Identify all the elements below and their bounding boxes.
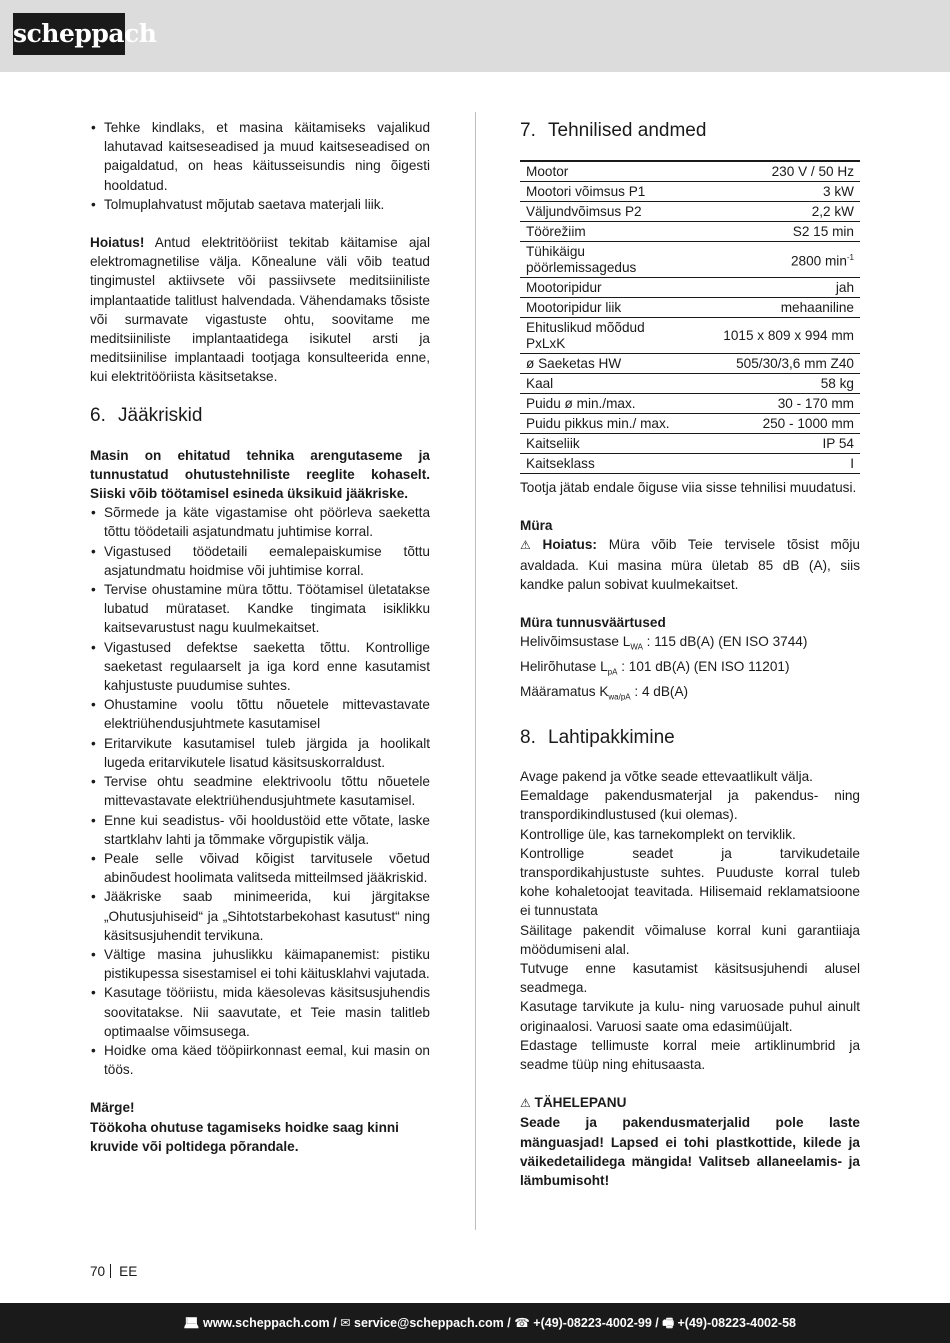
computer-icon: 💻︎ xyxy=(183,1316,200,1330)
spec-value: IP 54 xyxy=(692,434,860,454)
phone-number: +(49)-08223-4002-99 xyxy=(533,1316,652,1330)
brand-logo: scheppach xyxy=(13,13,125,55)
noise-value-line: Määramatus $K_{wa/pA}$ : 4 dB(A) xyxy=(520,684,689,702)
email-link[interactable]: service@scheppach.com xyxy=(354,1316,504,1330)
note-label: Märge! xyxy=(90,1100,135,1116)
section-7-heading: 7. Tehnilised andmed xyxy=(520,120,707,141)
warning-paragraph xyxy=(90,233,430,387)
attention-text: Seade ja pakendusmaterjalid pole laste mänguasjad! Lapsed ei tohi plastkottide, kilede ja väikedetailidega mängida! Valitseb allaneelamis- ja lämbumisoht! xyxy=(520,1115,860,1189)
spec-value: 2800 $\min^{-1}$ xyxy=(692,242,860,278)
spec-value: jah xyxy=(692,278,860,298)
spec-value: 30 - 170 mm xyxy=(692,394,860,414)
noise-values-title: Müra tunnusväärtused xyxy=(520,615,666,631)
page-number: 70 EE xyxy=(90,1264,138,1279)
table-row xyxy=(520,354,860,374)
page-footer: 💻︎ www.scheppach.com / ✉︎ service@scheppach.com / ☎︎ +(49)-08223-4002-99 / 🖷︎ +(49)-08223-4002-58 xyxy=(0,1303,950,1343)
noise-value-line: Helivõimsustase $L_{WA}$ : 115 dB(A) (EN ISO 3744) xyxy=(520,634,808,652)
residual-risk-list xyxy=(90,503,430,1079)
warning-triangle-icon: ⚠ xyxy=(520,1096,531,1111)
risk-list-item: • Kasutage tööriistu, mida käesolevas käsitsusjuhendis soovitatakse. Nii saavutate, et Teie masin talitleb optimaalse võimsusega. xyxy=(90,983,430,1041)
risk-list-item: • Vigastused defektse saeketta tõttu. Kontrollige saeketast regulaarselt ja iga kord enne kasutamist kahjustuste puudumise suhtes. xyxy=(90,638,430,696)
website-link[interactable]: www.scheppach.com xyxy=(202,1316,330,1330)
table-row xyxy=(520,394,860,414)
spec-value: 3 kW xyxy=(692,182,860,202)
risk-list-item: • Hoidke oma käed tööpiirkonnast eemal, kui masin on töös. xyxy=(90,1041,430,1079)
risk-list-item: • Vältige masina juhuslikku käimapanemist: pistiku pistikupessa sisestamisel ei tohi käitusklahvi vajutada. xyxy=(90,945,430,983)
spec-value: 2,2 kW xyxy=(692,202,860,222)
spec-label: Kaal xyxy=(520,374,692,394)
table-row xyxy=(520,222,860,242)
spec-value: 230 V / 50 Hz xyxy=(692,161,860,182)
unpacking-step: Kasutage tarvikute ja kulu- ning varuosade puhul ainult originaalosi. Varuosi saate oma edasimüüjalt. xyxy=(520,999,860,1034)
risk-list-item: • Sõrmede ja käte vigastamise oht pöörleva saeketta tõttu töödetaili asjatundmatu juhtimise korral. xyxy=(90,503,430,541)
spec-label: Mootoripidur liik xyxy=(520,298,692,318)
phone-icon: ☎︎ xyxy=(514,1316,530,1330)
table-row xyxy=(520,434,860,454)
risk-list-item: • Tervise ohtu seadmine elektrivoolu tõttu nõuetele mittevastavate elektriühendusjuhtmete kasutamisel. xyxy=(90,772,430,810)
spec-label: Ehituslikud mõõdud PxLxK xyxy=(520,318,692,354)
warning-text: Antud elektritööriist tekitab käitamise ajal elektromagnetilise välja. Kõnealune väli võib teatud tingimustel aktiivsete või passiivsete meditsiiniliste implantaatide talitlust halvendada. Vähendamaks tõsiste või surmavate vigastuste ohtu, soovitame me meditsiiniliste implantaatidega isikutel arsti ja meditsiinilise implantaadi tootjaga konsulteerida enne, kui elektritööriista käsitsetakse. xyxy=(90,235,430,385)
spec-label: Puidu ø min./max. xyxy=(520,394,692,414)
table-row xyxy=(520,414,860,434)
residual-risk-intro: Masin on ehitatud tehnika arengutaseme ja tunnustatud ohutustehniliste reeglite kohaselt. Siiski võib töötamisel esineda üksikuid jääkriske. xyxy=(90,447,430,502)
left-column xyxy=(90,118,430,1156)
noise-value-line: Helirõhutase $L_{pA}$ : 101 dB(A) (EN ISO 11201) xyxy=(520,659,790,677)
spec-value: 250 - 1000 mm xyxy=(692,414,860,434)
spec-label: Puidu pikkus min./ max. xyxy=(520,414,692,434)
noise-title: Müra xyxy=(520,518,553,534)
column-divider xyxy=(475,112,476,1230)
warning-triangle-icon: ⚠ xyxy=(520,538,531,553)
unpacking-step: Kontrollige seadet ja tarvikudetaile transpordikahjustuste suhtes. Puuduste korral tuleb kohe kohaletoojat teavitada. Hilisemaid reklamatsioone ei tunnustata xyxy=(520,845,860,919)
noise-warning: ⚠ Hoiatus: Müra võib Teie tervisele tõsist mõju avaldada. Kui masina müra ületab 85 dB (A), siis kandke palun sobivat kuulmekaitset. xyxy=(520,537,860,592)
fax-icon: 🖷︎ xyxy=(662,1316,675,1330)
spec-value: 505/30/3,6 mm Z40 xyxy=(692,354,860,374)
risk-list-item: • Eritarvikute kasutamisel tuleb järgida ja hoolikalt lugeda eritarvikutele lisatud käsitsuskorraldust. xyxy=(90,734,430,772)
fax-number: +(49)-08223-4002-58 xyxy=(677,1316,796,1330)
risk-list-item: • Jääkriske saab minimeerida, kui järgitakse „Ohutusjuhiseid“ ja „Sihtotstarbekohast kasutust“ ning käsitsusjuhendit tervikuna. xyxy=(90,887,430,945)
right-column xyxy=(520,118,860,1190)
table-row xyxy=(520,242,860,278)
table-row xyxy=(520,202,860,222)
spec-label: Väljundvõimsus P2 xyxy=(520,202,692,222)
warning-label: Hoiatus! xyxy=(90,235,145,251)
section-6-heading: 6. Jääkriskid xyxy=(90,404,203,426)
spec-label: Kaitseklass xyxy=(520,454,692,474)
spec-label: Mootori võimsus P1 xyxy=(520,182,692,202)
attention-label: ⚠ TÄHELEPANU xyxy=(520,1093,860,1113)
table-row xyxy=(520,182,860,202)
spec-value: mehaaniline xyxy=(692,298,860,318)
unpacking-step: Tutvuge enne kasutamist käsitsusjuhendi alusel seadmega. xyxy=(520,961,860,996)
section-8-heading: 8. Lahtipakkimine xyxy=(520,726,675,748)
spec-label: Kaitseliik xyxy=(520,434,692,454)
table-row xyxy=(520,278,860,298)
tech-data-table xyxy=(520,160,860,474)
spec-value: S2 15 min xyxy=(692,222,860,242)
spec-label: ø Saeketas HW xyxy=(520,354,692,374)
table-row xyxy=(520,374,860,394)
noise-values-list xyxy=(520,632,860,707)
spec-label: Tühikäigu pöörlemissagedus xyxy=(520,242,692,278)
spec-value: I xyxy=(692,454,860,474)
unpacking-step: Säilitage pakendit võimaluse korral kuni garantiiaja möödumiseni alal. xyxy=(520,922,860,957)
table-row xyxy=(520,318,860,354)
unpacking-step: Avage pakend ja võtke seade ettevaatlikult välja. xyxy=(520,768,813,784)
risk-list-item: • Tervise ohustamine müra tõttu. Töötamisel ületatakse lubatud mürataset. Kandke tingimata isiklikku kaitsevarustust nagu kuulmekaitset. xyxy=(90,580,430,638)
unpacking-step: Edastage tellimuste korral meie artiklinumbrid ja seadme tüüp ning ehitusaasta. xyxy=(520,1037,860,1073)
risk-list-item: • Ohustamine voolu tõttu nõuetele mittevastavate elektriühendusjuhtmete kasutamisel xyxy=(90,695,430,733)
risk-list-item: • Peale selle võivad kõigist tarvitusele võetud abinõudest hoolimata valitseda mitteilmsed jääkriskid. xyxy=(90,849,430,887)
spec-value: 1015 x 809 x 994 mm xyxy=(692,318,860,354)
table-row xyxy=(520,161,860,182)
table-row xyxy=(520,454,860,474)
note-text: Töökoha ohutuse tagamiseks hoidke saag kinni kruvide või poltidega põrandale. xyxy=(90,1119,399,1154)
risk-list-item: • Enne kui seadistus- või hooldustöid ette võtate, laske startklahv lahti ja tõmmake võrgupistik välja. xyxy=(90,811,430,849)
unpacking-steps xyxy=(520,767,860,1074)
intro-bullet-list xyxy=(90,118,430,214)
unpacking-step: Kontrollige üle, kas tarnekomplekt on terviklik. xyxy=(520,826,796,842)
spec-value: 58 kg xyxy=(692,374,860,394)
list-item: • Tehke kindlaks, et masina käitamiseks vajalikud lahutavad kaitseseadised ja muud kaitseseadised on paigaldatud, on heas käitusseisundis ning õigesti hooldatud. xyxy=(90,118,430,195)
table-row xyxy=(520,298,860,318)
tech-note: Tootja jätab endale õiguse viia sisse tehnilisi muudatusi. xyxy=(520,480,857,495)
spec-label: Töörežiim xyxy=(520,222,692,242)
spec-label: Mootor xyxy=(520,161,692,182)
risk-list-item: • Vigastused töödetaili eemalepaiskumise tõttu asjatundmatu hoidmise või juhtimise korral. xyxy=(90,542,430,580)
spec-label: Mootoripidur xyxy=(520,278,692,298)
list-item: • Tolmuplahvatust mõjutab saetava materjali liik. xyxy=(90,195,430,214)
mail-icon: ✉︎ xyxy=(340,1316,351,1330)
page-header xyxy=(0,0,950,72)
unpacking-step: Eemaldage pakendusmaterjal ja pakendus- ning transpordikindlustused (kui olemas). xyxy=(520,788,860,823)
